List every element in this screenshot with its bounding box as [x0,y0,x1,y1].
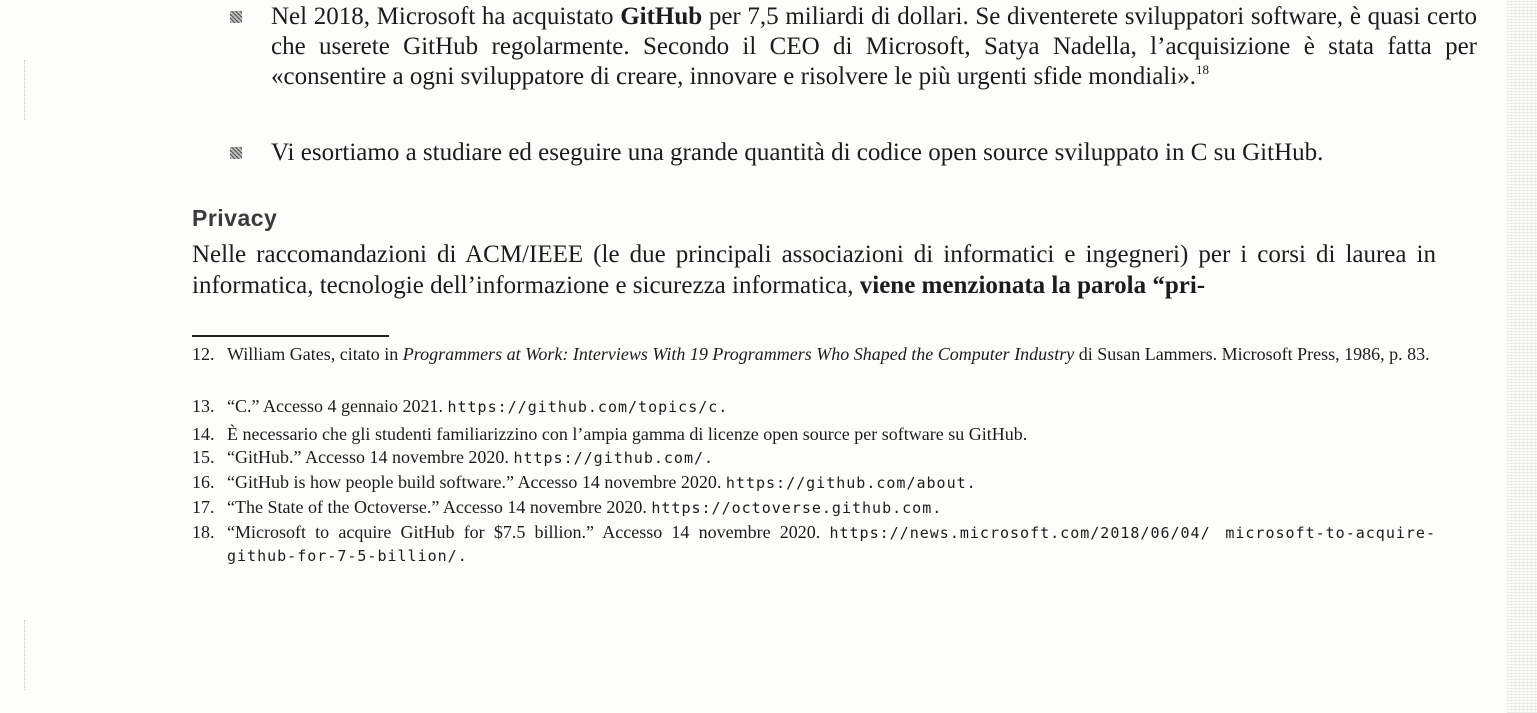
footnote-link[interactable]: https://octoverse.github.com. [651,499,943,517]
footnote-link[interactable]: https://github.com/about. [725,474,977,492]
bullet-text: Nel 2018, Microsoft ha acquistato [271,3,621,30]
footnote-divider [192,335,389,337]
footnote-number: 18. [192,522,215,542]
footnote-text: “GitHub is how people build software.” Accesso 14 novembre 2020. [227,472,726,492]
bullet-item [230,138,1477,168]
footnote [192,343,1436,365]
footnote-link[interactable]: https://news.microsoft.com/2018/06/04/ microsoft-to-acquire-github-for-7-5-billion/. [227,524,1436,565]
footnote [192,496,1436,519]
footnote-number: 17. [192,497,215,517]
footnote-number: 13. [192,396,215,416]
footnote-text: È necessario che gli studenti familiarizzino con l’ampia gamma di licenze open source per software su GitHub. [227,424,1028,444]
section-heading: Privacy [192,205,278,231]
footnote-title: Programmers at Work: Interviews With 19 Programmers Who Shaped the Computer Industry [402,344,1075,364]
footnote [192,446,1436,469]
footnote-text-cont: di Susan Lammers. Microsoft Press, 1986, p. 83. [1074,344,1430,364]
gutter-marks [24,60,27,120]
bullet-bold-text: GitHub [620,3,703,30]
footnote-number: 16. [192,472,215,492]
footnote-link[interactable]: https://github.com/topics/c. [447,398,729,416]
bullet-text-cont: per 7,5 miliardi di dollari. Se diventerete sviluppatori software, è quasi certo che userete GitHub regolarmente. Secondo il CEO di Microsoft, Satya Nadella, l’acquisizione è stata fatta per «consentire a ogni sviluppatore di creare, innovare e risolvere le più urgenti sfide mondiali». [271,3,1477,90]
footnote-number: 14. [192,424,215,444]
paragraph-bold-text: viene menzionata la parola “pri- [859,272,1206,299]
bullet-square-icon [230,147,242,159]
bullet-text: Vi esortiamo a studiare ed eseguire una grande quantità di codice open source sviluppato in C su GitHub. [271,139,1324,166]
footnote-link[interactable]: https://github.com/. [513,449,715,467]
body-paragraph [192,239,1436,301]
footnote-text: “C.” Accesso 4 gennaio 2021. [227,396,448,416]
footnote [192,395,1436,418]
footnote [192,423,1436,445]
footnote-text: “The State of the Octoverse.” Accesso 14 novembre 2020. [227,497,652,517]
footnote-text: William Gates, citato in [227,344,403,364]
footnote-number: 12. [192,344,215,364]
footnote [192,521,1436,567]
page-edge-shading [1507,0,1537,713]
bullet-item [230,2,1477,92]
gutter-marks [24,620,27,690]
footnote [192,471,1436,494]
footnote-number: 15. [192,447,215,467]
bullet-square-icon [230,11,242,23]
footnote-text: “Microsoft to acquire GitHub for $7.5 billion.” Accesso 14 novembre 2020. [227,522,830,542]
footnote-ref[interactable]: 18 [1195,62,1209,77]
footnote-text: “GitHub.” Accesso 14 novembre 2020. [227,447,514,467]
paragraph-text: Nelle raccomandazioni di ACM/IEEE (le due principali associazioni di informatici e ingegneri) per i corsi di laurea in informatica, tecnologie dell’informazione e sicurezza informatica, [192,241,1436,299]
